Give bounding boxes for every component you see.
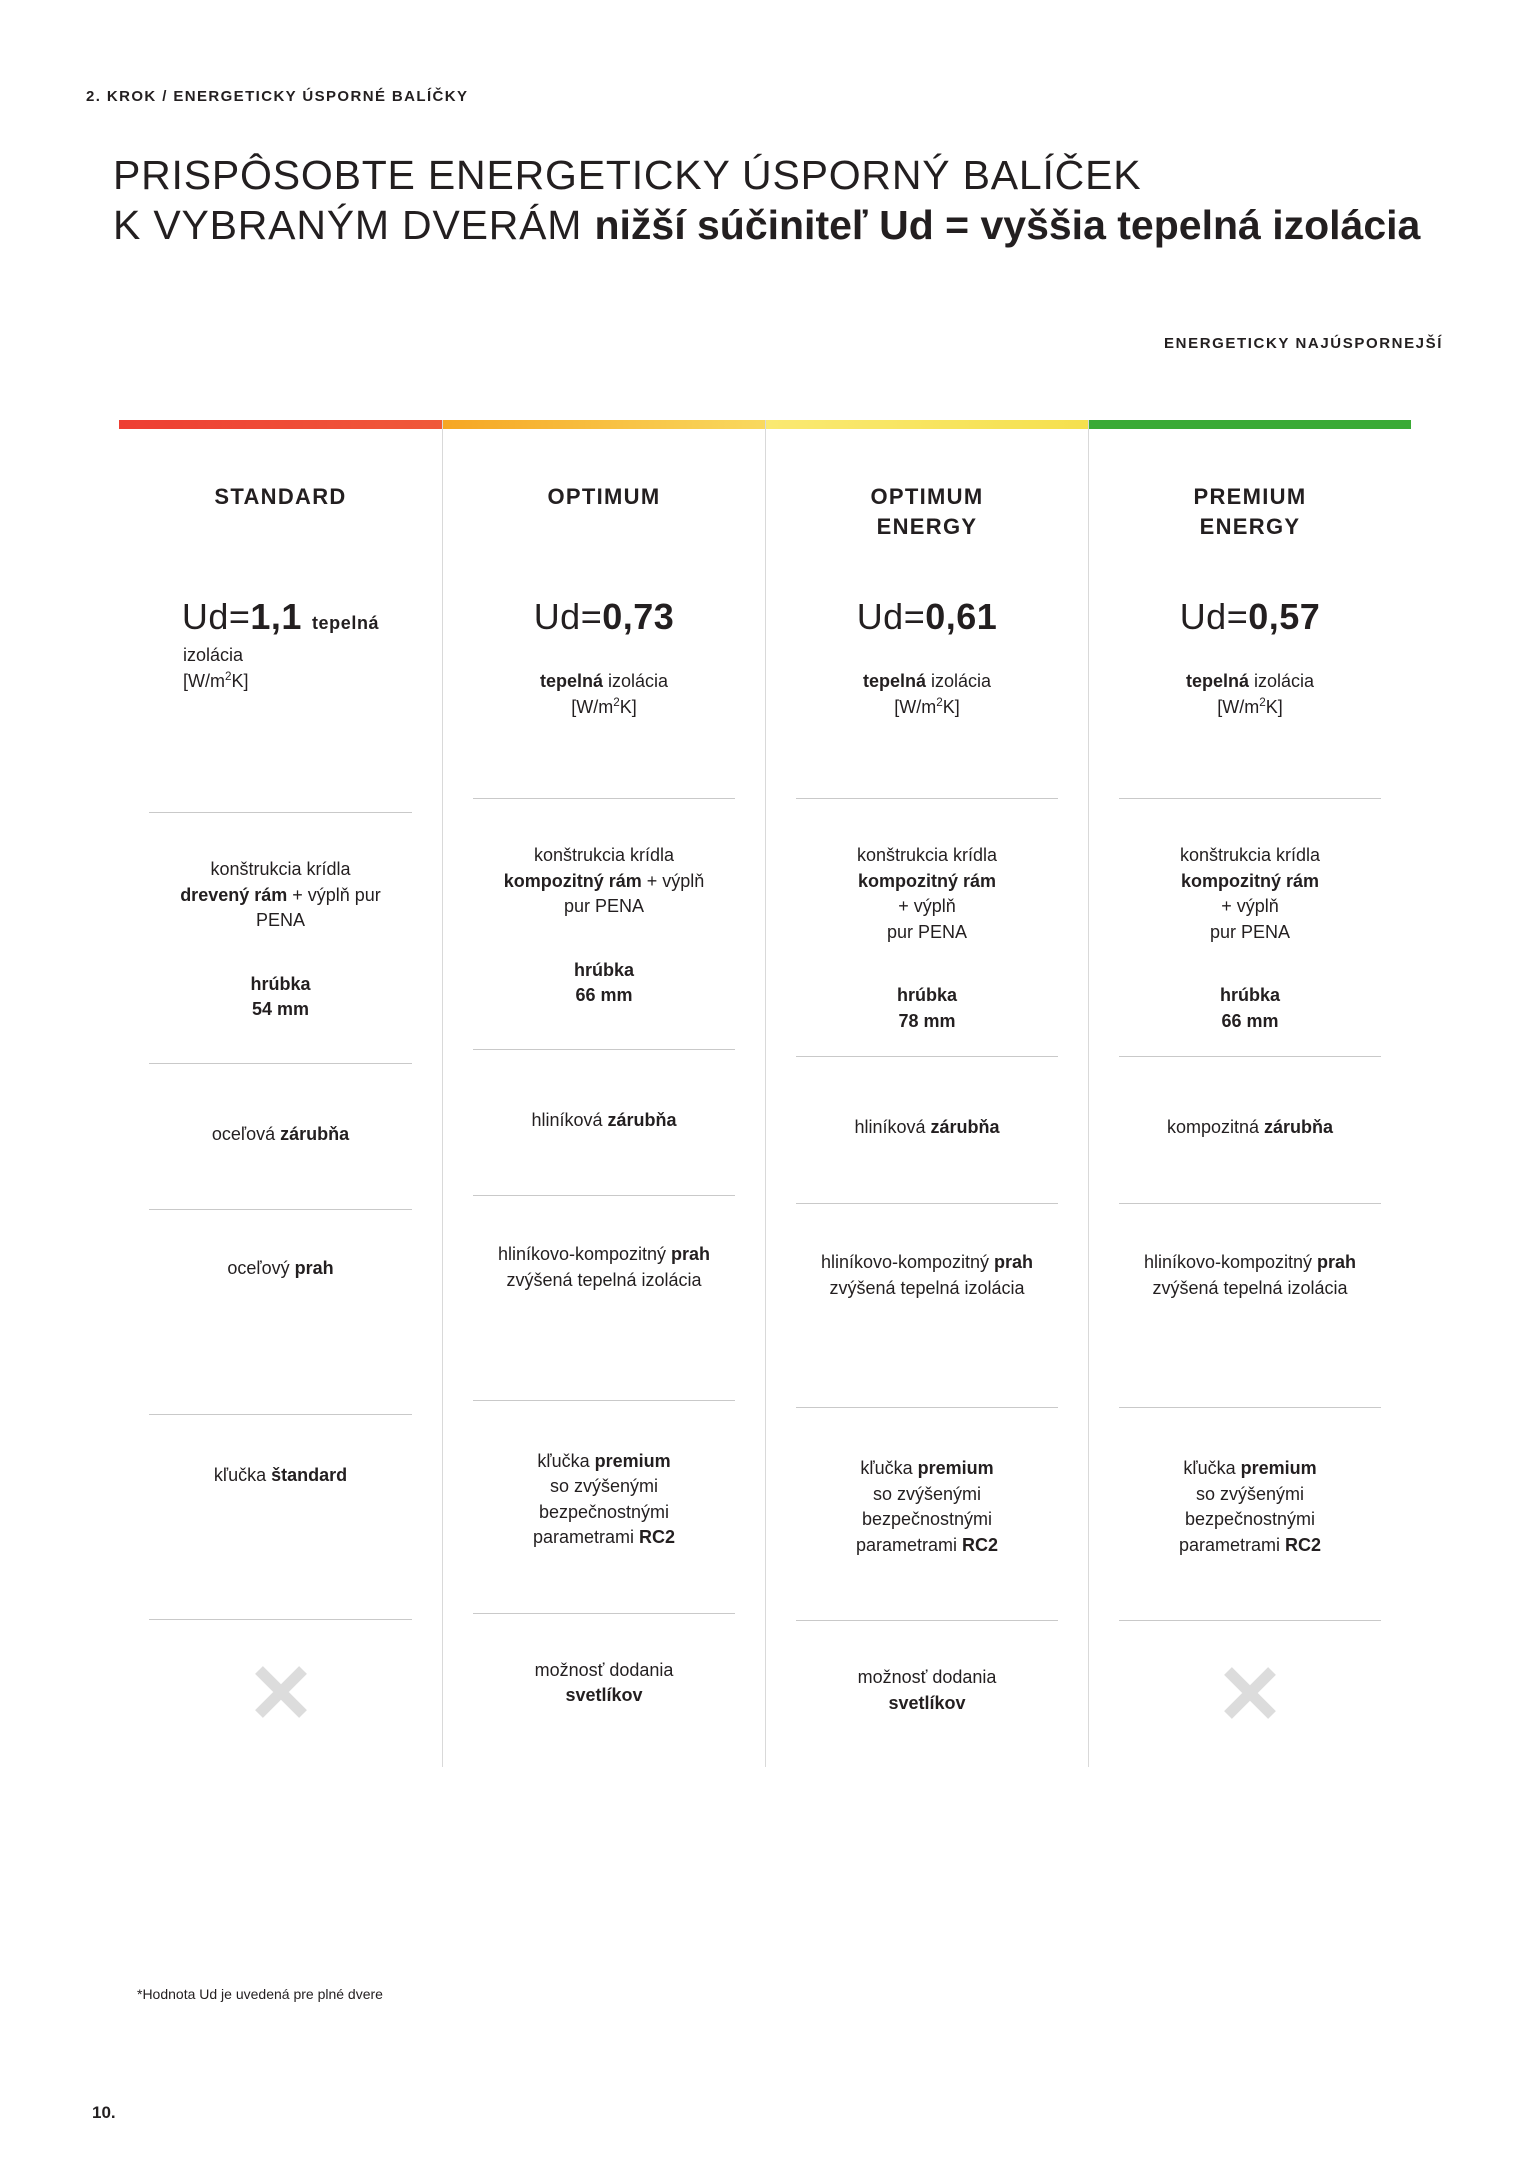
most-efficient-label: ENERGETICKY NAJÚSPORNEJŠÍ — [1164, 335, 1443, 352]
package-color-bar — [119, 420, 442, 429]
thickness-cell: hrúbka 54 mm — [250, 973, 311, 1020]
ud-value: Ud=0,61 — [856, 596, 998, 637]
construction-cell: konštrukcia krídla kompozitný rám + výplň pur PENA — [503, 845, 705, 917]
thickness-cell: hrúbka 78 mm — [896, 985, 957, 1031]
threshold-cell: hliníkovo-kompozitný prah zvýšená tepelná izolácia — [820, 1252, 1034, 1298]
page-title-text-1: PRISPÔSOBTE ENERGETICKY ÚSPORNÝ BALÍČEK — [113, 152, 1142, 198]
threshold-cell: hliníkovo-kompozitný prah zvýšená tepelná izolácia — [1143, 1252, 1357, 1298]
package-color-bar — [1089, 420, 1411, 429]
threshold-cell: oceľový prah — [227, 1258, 334, 1279]
frame-cell: hliníková zárubňa — [854, 1117, 1000, 1138]
ud-subtitle: tepelná izolácia $[W/m^2K]$ — [539, 671, 669, 718]
construction-cell: konštrukcia krídla kompozitný rám + výplň pur PENA — [856, 845, 998, 942]
ud-value-block — [1101, 596, 1399, 720]
ud-subtitle: izolácia $[W/m^2K]$ — [183, 645, 249, 692]
footnote: *Hodnota Ud je uvedená pre plné dvere — [137, 1986, 383, 2002]
page-title-subtitle: nižší súčiniteľ Ud = vyššia tepelná izolácia — [594, 202, 1421, 249]
extra-option-cell: možnosť dodania svetlíkov — [857, 1667, 997, 1713]
page-number: 10. — [92, 2103, 116, 2122]
page-title-text-2: K VYBRANÝM DVERÁM — [113, 202, 583, 249]
frame-cell: kompozitná zárubňa — [1166, 1117, 1334, 1138]
handle-cell: kľučka štandard — [213, 1465, 348, 1486]
not-available-cross-icon — [253, 1664, 309, 1720]
breadcrumb-step-label: 2. KROK / ENERGETICKY ÚSPORNÉ BALÍČKY — [86, 88, 469, 105]
page-title-line-1 — [113, 150, 1443, 200]
ud-value-block — [131, 596, 430, 694]
package-title: OPTIMUM ENERGY — [870, 484, 984, 539]
handle-cell: kľučka premium so zvýšenými bezpečnostnými parametrami RC2 — [855, 1458, 999, 1555]
extra-option-cell: možnosť dodania svetlíkov — [534, 1659, 674, 1706]
package-title: PREMIUM ENERGY — [1193, 484, 1307, 539]
package-color-bar — [443, 420, 765, 429]
ud-value: Ud=0,57 — [1179, 596, 1321, 637]
ud-value: Ud=1,1 tepelná — [181, 596, 380, 637]
package-title: OPTIMUM — [547, 484, 661, 509]
threshold-cell: hliníkovo-kompozitný prah zvýšená tepelná izolácia — [497, 1244, 711, 1291]
package-column — [1088, 420, 1411, 1767]
package-title: STANDARD — [214, 484, 347, 509]
ud-value-block — [455, 596, 753, 720]
ud-value: Ud=0,73 — [533, 596, 675, 637]
not-available-cross-icon — [1222, 1665, 1278, 1721]
package-column — [442, 420, 765, 1767]
thickness-cell: hrúbka 66 mm — [573, 959, 634, 1006]
ud-subtitle: tepelná izolácia $[W/m^2K]$ — [862, 671, 992, 718]
page-title — [113, 150, 1443, 250]
packages-comparison-table — [119, 420, 1412, 1767]
package-column — [765, 420, 1088, 1767]
page-title-line-2 — [113, 200, 1443, 250]
construction-cell: konštrukcia krídla drevený rám + výplň pur PENA — [180, 859, 381, 931]
package-column — [119, 420, 442, 1767]
ud-subtitle: tepelná izolácia $[W/m^2K]$ — [1185, 671, 1315, 718]
ud-value-block — [778, 596, 1076, 720]
construction-cell: konštrukcia krídla kompozitný rám + výplň pur PENA — [1179, 845, 1321, 942]
handle-cell: kľučka premium so zvýšenými bezpečnostnými parametrami RC2 — [532, 1450, 676, 1548]
ud-inline-label: tepelná — [311, 613, 380, 633]
thickness-cell: hrúbka 66 mm — [1219, 985, 1280, 1031]
package-color-bar — [766, 420, 1088, 429]
frame-cell: oceľová zárubňa — [211, 1123, 350, 1144]
frame-cell: hliníková zárubňa — [531, 1109, 677, 1130]
handle-cell: kľučka premium so zvýšenými bezpečnostnými parametrami RC2 — [1178, 1458, 1322, 1555]
